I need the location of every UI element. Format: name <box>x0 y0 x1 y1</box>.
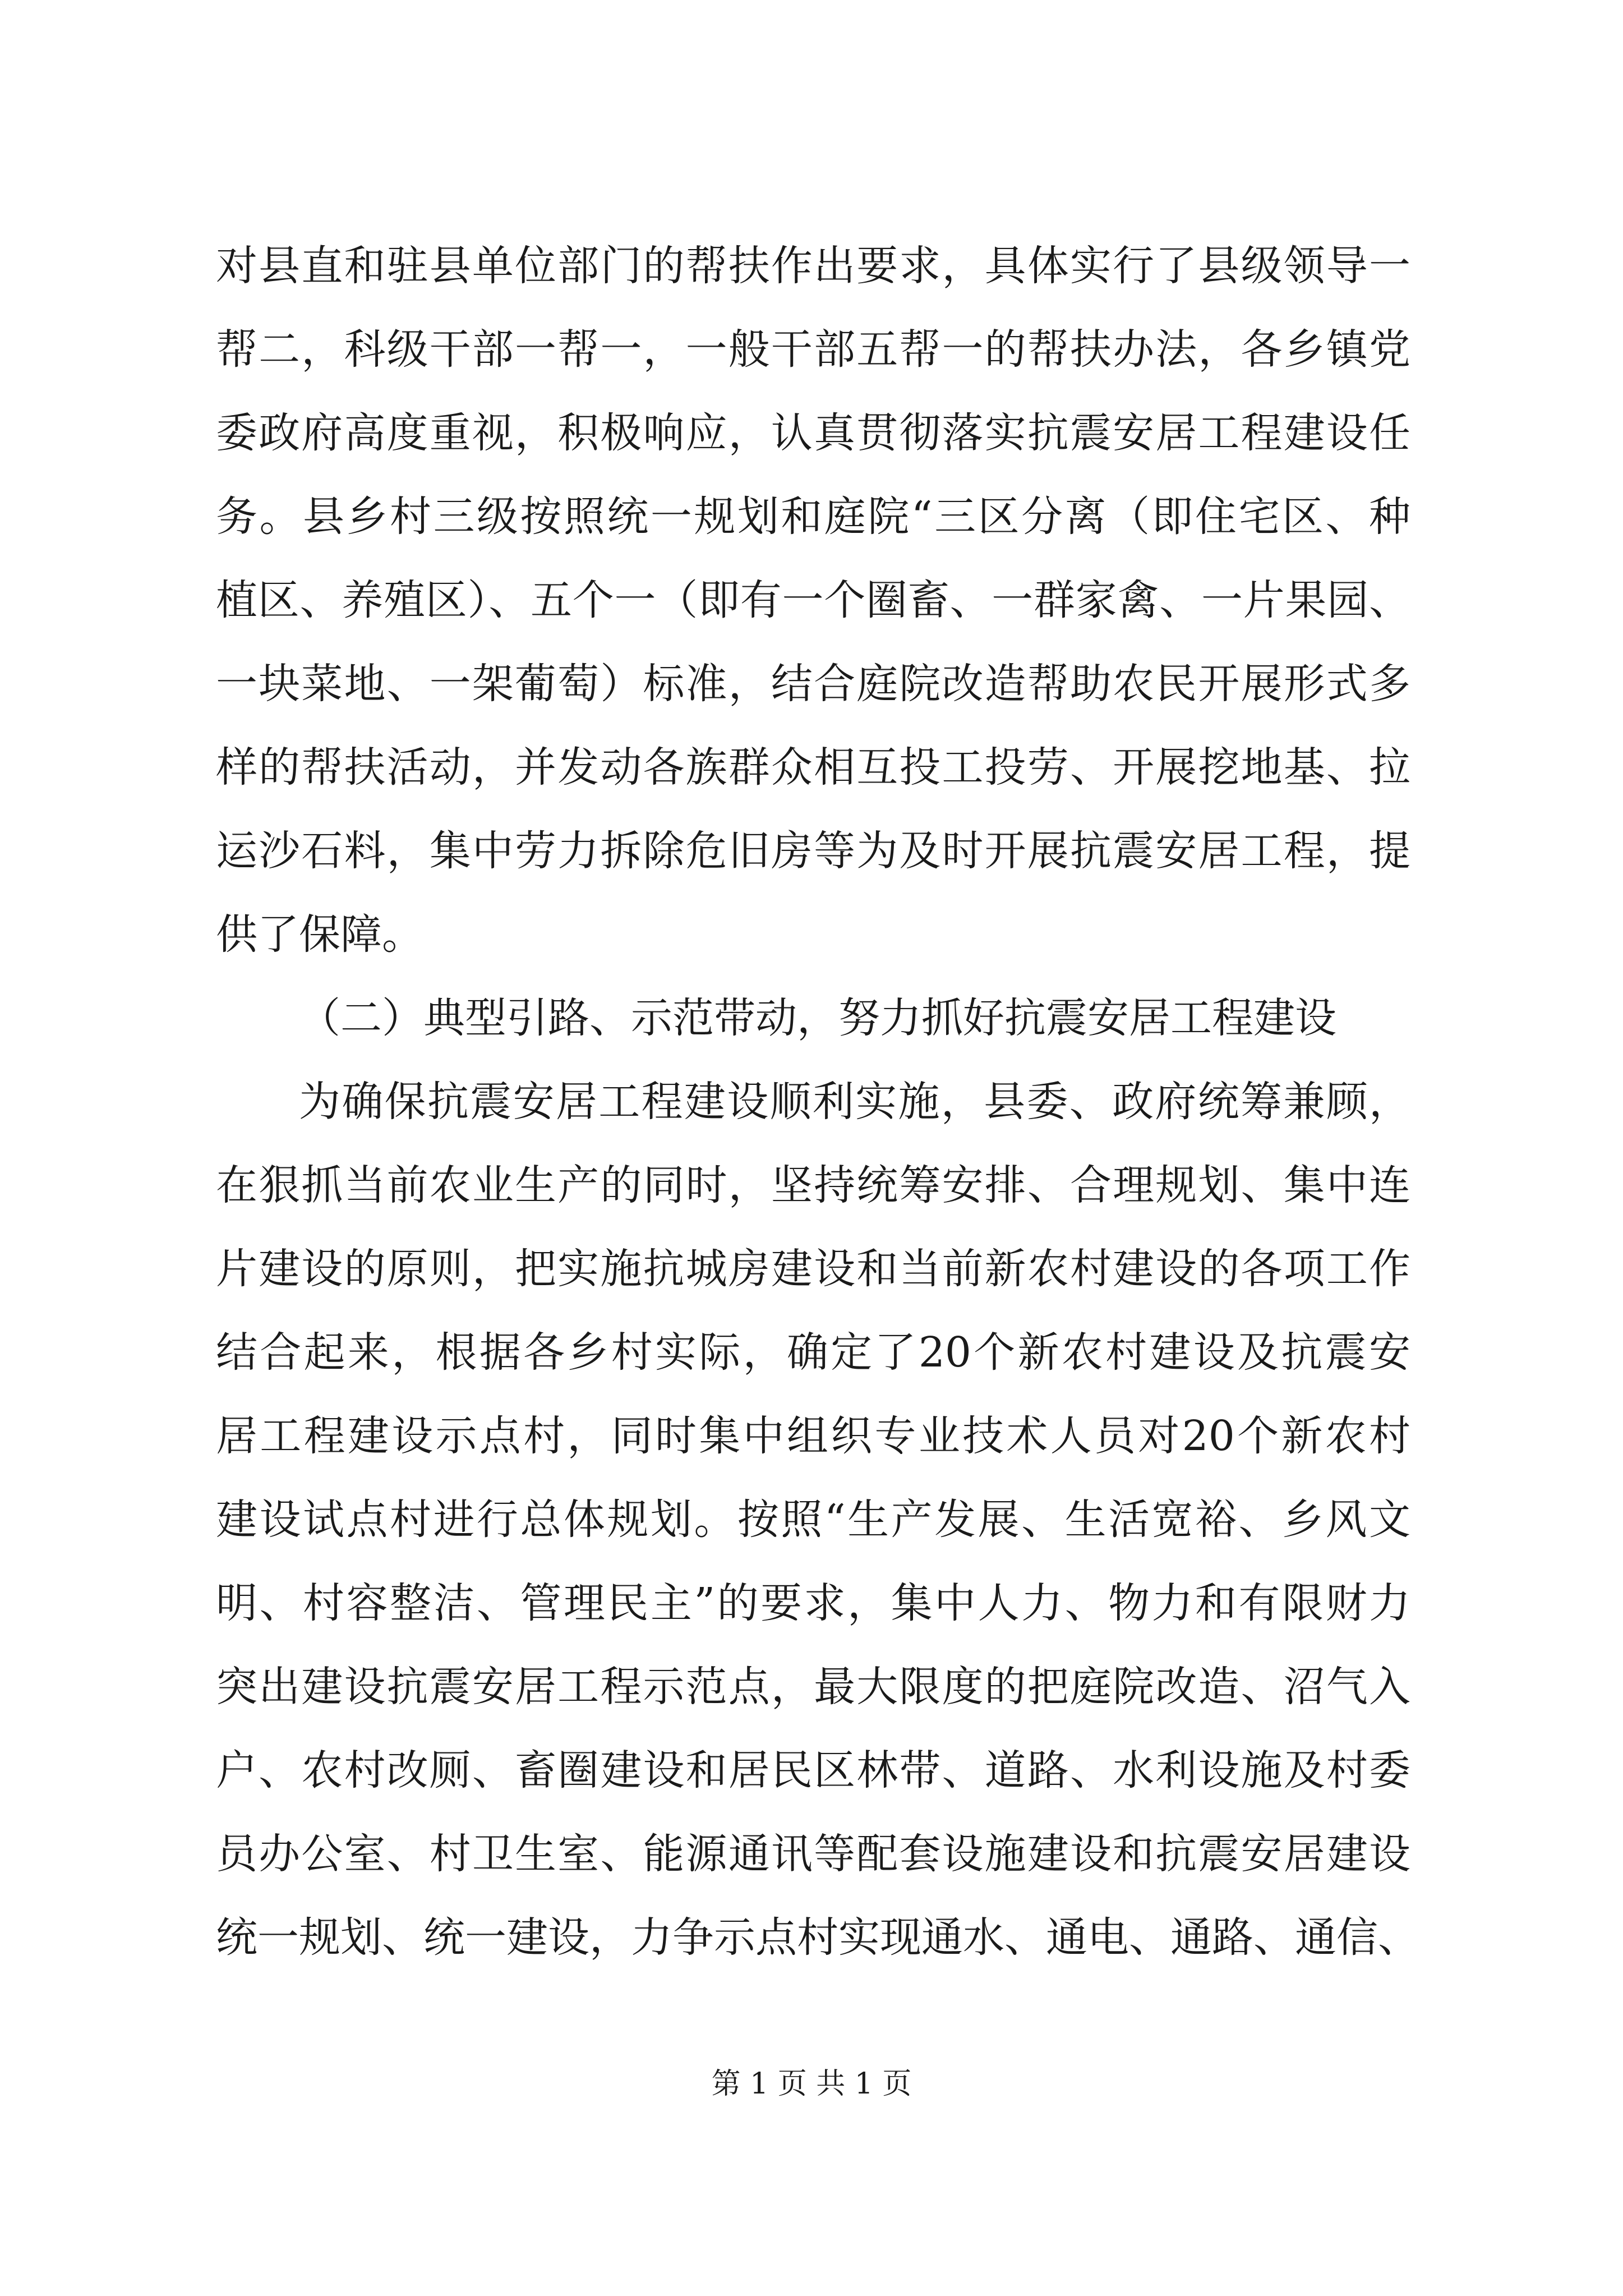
text-line: 户、农村改厕、畜圈建设和居民区林带、道路、水利设施及村委 <box>216 1746 1410 1795</box>
text-line: 运沙石料，集中劳力拆除危旧房等为及时开展抗震安居工程，提 <box>216 827 1410 875</box>
text-line: 供了保障。 <box>216 910 423 959</box>
text-line: 统一规划、统一建设，力争示点村实现通水、通电、通路、通信、 <box>216 1913 1419 1962</box>
paragraph-demonstration <box>216 1060 1419 1980</box>
document-body <box>216 224 1419 1980</box>
text-line: 一块菜地、一架葡萄）标准，结合庭院改造帮助农民开展形式多 <box>216 660 1410 708</box>
text-line: 居工程建设示点村，同时集中组织专业技术人员对20个新农村 <box>216 1412 1410 1460</box>
text-line: 建设试点村进行总体规划。按照“生产发展、生活宽裕、乡风文 <box>216 1496 1410 1544</box>
text-line: 帮二，科级干部一帮一，一般干部五帮一的帮扶办法，各乡镇党 <box>216 325 1410 374</box>
text-line: 在狠抓当前农业生产的同时，坚持统筹安排、合理规划、集中连 <box>216 1161 1410 1209</box>
text-line: 样的帮扶活动，并发动各族群众相互投工投劳、开展挖地基、拉 <box>216 743 1410 792</box>
text-line: 结合起来，根据各乡村实际，确定了20个新农村建设及抗震安 <box>216 1328 1410 1377</box>
page-footer: 第 1 页 共 1 页 <box>711 2067 912 2101</box>
text-line: 为确保抗震安居工程建设顺利实施，县委、政府统筹兼顾， <box>299 1078 1410 1126</box>
text-line: 片建设的原则，把实施抗城房建设和当前新农村建设的各项工作 <box>216 1245 1410 1293</box>
text-line: 突出建设抗震安居工程示范点，最大限度的把庭院改造、沼气入 <box>216 1663 1410 1711</box>
section-heading <box>216 977 1410 1060</box>
text-line: 明、村容整洁、管理民主”的要求，集中人力、物力和有限财力 <box>216 1579 1410 1627</box>
text-line: 委政府高度重视，积极响应，认真贯彻落实抗震安居工程建设任 <box>216 409 1410 457</box>
text-line: 植区、养殖区）、五个一（即有一个圈畜、一群家禽、一片果园、 <box>216 576 1410 624</box>
paragraph-helping-measures <box>216 224 1410 977</box>
text-line: 员办公室、村卫生室、能源通讯等配套设施建设和抗震安居建设 <box>216 1830 1410 1878</box>
text-line: 对县直和驻县单位部门的帮扶作出要求，具体实行了县级领导一 <box>216 242 1410 290</box>
text-line: 务。县乡村三级按照统一规划和庭院“三区分离（即住宅区、种 <box>216 493 1410 541</box>
section-heading-text: （二）典型引路、示范带动，努力抓好抗震安居工程建设 <box>299 994 1336 1042</box>
